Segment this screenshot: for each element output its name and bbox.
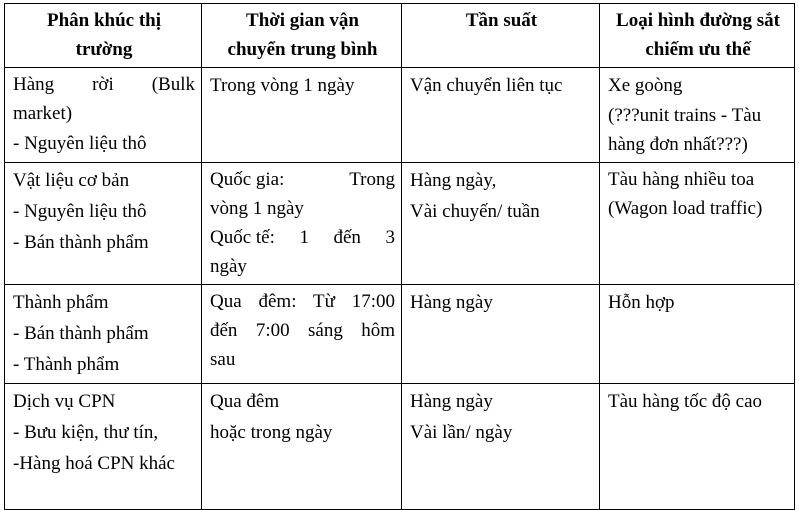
rail-market-table: [4, 3, 795, 510]
cell-segment: Dịch vụ CPN - Bưu kiện, thư tín, -Hàng hoá CPN khác: [5, 384, 202, 510]
cell-rail-type: Tàu hàng nhiều toa (Wagon load traffic): [600, 163, 795, 285]
cell-frequency: Hàng ngày, Vài chuyến/ tuần: [402, 163, 600, 285]
cell-segment: Hàng rời (Bulk market) - Nguyên liệu thô: [5, 68, 202, 163]
header-frequency: Tần suất: [402, 4, 600, 68]
table-row: [5, 163, 795, 285]
cell-rail-type: Tàu hàng tốc độ cao: [600, 384, 795, 510]
cell-frequency: Vận chuyển liên tục: [402, 68, 600, 163]
cell-rail-type: Xe goòng (???unit trains - Tàu hàng đơn nhất???): [600, 68, 795, 163]
table-header-row: [5, 4, 795, 68]
cell-frequency: Hàng ngày: [402, 285, 600, 384]
table-row: [5, 384, 795, 510]
header-transport-time: Thời gian vận chuyển trung bình: [202, 4, 402, 68]
header-rail-type: Loại hình đường sắt chiếm ưu thế: [600, 4, 795, 68]
cell-frequency: Hàng ngày Vài lần/ ngày: [402, 384, 600, 510]
header-market-segment: Phân khúc thị trường: [5, 4, 202, 68]
cell-rail-type: Hỗn hợp: [600, 285, 795, 384]
cell-time: Qua đêm: Từ 17:00 đến 7:00 sáng hôm sau: [202, 285, 402, 384]
cell-segment: Thành phẩm - Bán thành phẩm - Thành phẩm: [5, 285, 202, 384]
table-row: [5, 285, 795, 384]
table-row: [5, 68, 795, 163]
cell-segment: Vật liệu cơ bản - Nguyên liệu thô - Bán thành phẩm: [5, 163, 202, 285]
cell-time: Quốc gia: Trong vòng 1 ngày Quốc tế: 1 đến 3 ngày: [202, 163, 402, 285]
cell-time: Trong vòng 1 ngày: [202, 68, 402, 163]
cell-time: Qua đêm hoặc trong ngày: [202, 384, 402, 510]
